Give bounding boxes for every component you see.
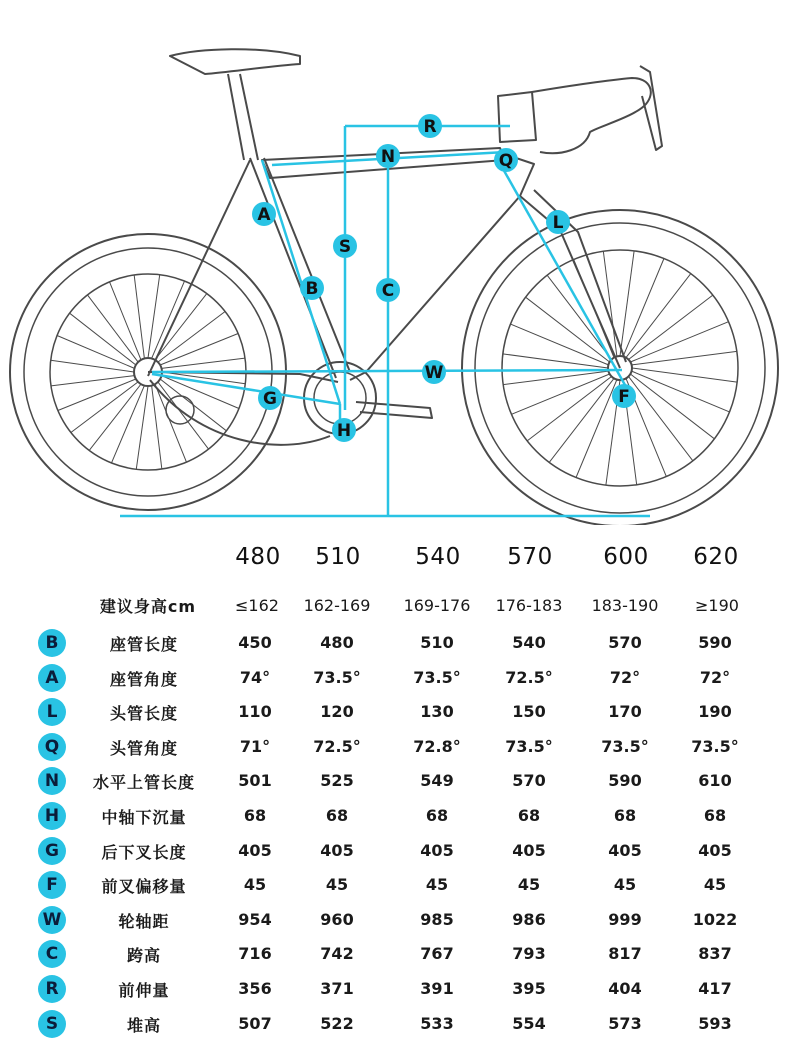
label-S — [333, 234, 357, 258]
size-540: 540 — [415, 544, 461, 570]
value-size-620: 417 — [698, 979, 732, 998]
label-B — [300, 276, 324, 300]
svg-text:G: G — [263, 389, 277, 409]
value-size-510: 522 — [320, 1013, 354, 1033]
geometry-row-l — [0, 695, 790, 729]
value-size-620: 837 — [698, 944, 732, 964]
row-label: 座管长度 — [109, 635, 178, 654]
row-code-badge: B — [38, 629, 66, 657]
value-size-570: 405 — [512, 840, 546, 860]
value-size-480: 954 — [238, 909, 272, 929]
row-code-badge: W — [38, 906, 66, 934]
row-label: 前叉偏移量 — [101, 877, 187, 897]
value-size-540: 73.5° — [413, 667, 461, 687]
value-size-540: 72.8° — [413, 736, 461, 756]
svg-text:A: A — [257, 205, 271, 225]
svg-text:L: L — [552, 213, 564, 233]
value-size-510: 68 — [325, 806, 349, 825]
value-size-600: 68 — [613, 806, 637, 825]
value-size-480: 356 — [238, 979, 272, 998]
value-size-600: 999 — [608, 909, 642, 929]
height-540: 169-176 — [403, 596, 471, 615]
value-size-540: 533 — [420, 1013, 454, 1033]
label-L — [546, 210, 570, 234]
value-size-620: 190 — [698, 702, 732, 722]
value-size-600: 72° — [609, 667, 641, 687]
row-label: 后下叉长度 — [101, 842, 187, 862]
value-size-570: 395 — [512, 979, 546, 998]
svg-text:N: N — [380, 147, 396, 167]
geometry-row-c — [0, 937, 790, 971]
value-size-480: 74° — [239, 667, 271, 687]
size-480: 480 — [235, 544, 281, 570]
label-C — [376, 278, 400, 302]
row-code-badge: F — [38, 871, 66, 899]
value-size-480: 716 — [238, 944, 272, 964]
label-Q — [494, 148, 518, 172]
value-size-480: 450 — [238, 633, 272, 652]
value-size-510: 72.5° — [313, 736, 361, 756]
label-G — [258, 386, 282, 410]
value-size-620: 405 — [698, 840, 732, 860]
value-size-510: 73.5° — [313, 667, 361, 687]
row-code-badge: H — [38, 802, 66, 830]
value-size-540: 130 — [420, 702, 454, 722]
value-size-510: 371 — [320, 979, 354, 998]
value-size-620: 1022 — [692, 909, 738, 929]
value-size-600: 404 — [608, 979, 642, 998]
geometry-row-w — [0, 903, 790, 937]
label-F — [612, 384, 636, 408]
value-size-480: 45 — [243, 875, 267, 895]
svg-text:B: B — [305, 279, 319, 299]
value-size-480: 507 — [238, 1013, 272, 1033]
value-size-600: 405 — [608, 840, 642, 860]
row-label: 中轴下沉量 — [101, 808, 187, 827]
svg-text:R: R — [423, 117, 437, 137]
value-size-480: 405 — [238, 840, 272, 860]
value-size-600: 817 — [608, 944, 642, 964]
value-size-620: 590 — [698, 633, 732, 652]
height-510: 162-169 — [303, 596, 371, 615]
value-size-540: 985 — [420, 909, 454, 929]
row-code-badge: S — [38, 1010, 66, 1038]
value-size-600: 573 — [608, 1013, 642, 1033]
size-600: 600 — [603, 544, 649, 570]
label-W — [422, 360, 446, 384]
value-size-570: 45 — [517, 875, 541, 895]
value-size-620: 610 — [698, 771, 732, 791]
value-size-510: 960 — [320, 909, 354, 929]
value-size-480: 71° — [239, 736, 271, 756]
height-620: ≥190 — [695, 596, 739, 615]
height-480: ≤162 — [235, 596, 279, 615]
value-size-480: 110 — [238, 702, 272, 722]
geometry-row-a — [0, 661, 790, 695]
geometry-row-s — [0, 1007, 790, 1041]
value-size-600: 590 — [608, 771, 642, 791]
svg-text:F: F — [618, 387, 630, 407]
height-570: 176-183 — [495, 596, 563, 615]
label-R — [418, 114, 442, 138]
svg-text:S: S — [338, 237, 352, 257]
size-510: 510 — [315, 544, 361, 570]
row-label: 跨高 — [126, 946, 161, 966]
size-header-row — [0, 544, 790, 584]
size-620: 620 — [693, 544, 739, 570]
value-size-620: 68 — [703, 806, 727, 825]
geometry-row-g — [0, 834, 790, 868]
value-size-510: 480 — [320, 633, 354, 652]
row-label: 前伸量 — [118, 981, 170, 1000]
geometry-lines — [120, 126, 650, 516]
value-size-600: 570 — [608, 633, 642, 652]
svg-text:W: W — [424, 363, 444, 383]
row-code-badge: C — [38, 940, 66, 968]
geometry-row-f — [0, 868, 790, 902]
row-code-badge: L — [38, 698, 66, 726]
row-label: 水平上管长度 — [92, 773, 195, 793]
value-size-480: 68 — [243, 806, 267, 825]
value-size-570: 793 — [512, 944, 546, 964]
row-code-badge: G — [38, 837, 66, 865]
svg-text:Q: Q — [498, 151, 514, 171]
value-size-620: 45 — [703, 875, 727, 895]
row-code-badge: A — [38, 664, 66, 692]
geometry-row-r — [0, 972, 790, 1006]
svg-text:H: H — [336, 421, 352, 441]
geometry-row-h — [0, 799, 790, 833]
label-H — [332, 418, 356, 442]
row-code-badge: R — [38, 975, 66, 1003]
value-size-480: 501 — [238, 771, 272, 791]
height-600: 183-190 — [591, 596, 659, 615]
row-label: 堆高 — [126, 1015, 161, 1035]
value-size-570: 73.5° — [505, 736, 553, 756]
recommended-height-row — [0, 592, 790, 622]
value-size-540: 510 — [420, 633, 454, 652]
geometry-row-b — [0, 626, 790, 660]
label-A — [252, 202, 276, 226]
value-size-570: 986 — [512, 909, 546, 929]
row-label: 轮轴距 — [118, 911, 170, 931]
value-size-510: 405 — [320, 840, 354, 860]
value-size-570: 554 — [512, 1013, 546, 1033]
value-size-540: 45 — [425, 875, 449, 895]
svg-text:C: C — [381, 281, 395, 301]
row-label: 座管角度 — [109, 669, 178, 689]
value-size-510: 120 — [320, 702, 354, 722]
value-size-540: 549 — [420, 771, 454, 791]
size-570: 570 — [507, 544, 553, 570]
row-label: 头管长度 — [109, 704, 178, 724]
value-size-540: 767 — [420, 944, 454, 964]
value-size-620: 72° — [699, 667, 731, 687]
value-size-570: 570 — [512, 771, 546, 791]
value-size-510: 525 — [320, 771, 354, 791]
value-size-600: 45 — [613, 875, 637, 895]
value-size-600: 73.5° — [601, 736, 649, 756]
value-size-570: 68 — [517, 806, 541, 825]
value-size-570: 540 — [512, 633, 546, 652]
value-size-600: 170 — [608, 702, 642, 722]
value-size-540: 405 — [420, 840, 454, 860]
geometry-row-n — [0, 764, 790, 798]
value-size-510: 45 — [325, 875, 349, 895]
value-size-570: 72.5° — [505, 667, 553, 687]
label-N — [376, 144, 400, 168]
value-size-540: 68 — [425, 806, 449, 825]
value-size-620: 73.5° — [691, 736, 739, 756]
row-code-badge: N — [38, 767, 66, 795]
value-size-510: 742 — [320, 944, 354, 964]
value-size-570: 150 — [512, 702, 546, 722]
geometry-row-q — [0, 730, 790, 764]
height-row-label: 建议身高cm — [99, 597, 197, 616]
value-size-620: 593 — [698, 1013, 732, 1033]
row-label: 头管角度 — [109, 738, 178, 758]
row-code-badge: Q — [38, 733, 66, 761]
value-size-540: 391 — [420, 979, 454, 998]
